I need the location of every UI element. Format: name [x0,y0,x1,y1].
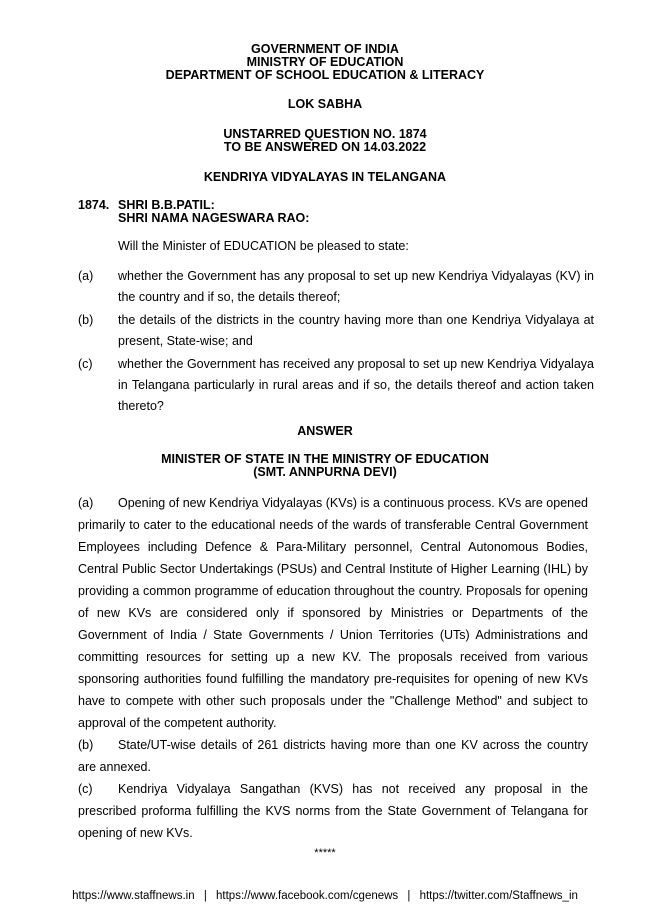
question-item-c [78,354,594,417]
footer-link-website[interactable]: https://www.staffnews.in [72,890,195,902]
department-header: DEPARTMENT OF SCHOOL EDUCATION & LITERACY [165,68,485,82]
house-label: LOK SABHA [287,97,363,111]
question-item-text: the details of the districts in the country having more than one Kendriya Vidyalaya at present, State-wise; and [118,313,594,348]
member-name-2: SHRI NAMA NAGESWARA RAO: [118,211,310,225]
answer-date: TO BE ANSWERED ON 14.03.2022 [223,140,427,154]
answer-para-a [78,492,588,734]
question-intro: Will the Minister of EDUCATION be pleased to state: [118,239,409,253]
ministry-header: MINISTRY OF EDUCATION [246,55,404,69]
footer-link-facebook[interactable]: https://www.facebook.com/cgenews [216,890,399,902]
question-item-text: whether the Government has received any proposal to set up new Kendriya Vidyalaya in Telangana particularly in rural areas and if so, the details thereof and action taken thereto? [118,357,594,413]
answer-para-label: (a) [78,496,94,510]
subject-title: KENDRIYA VIDYALAYAS IN TELANGANA [203,170,447,184]
answer-heading: ANSWER [297,424,353,438]
footer-links [0,890,650,902]
question-number: UNSTARRED QUESTION NO. 1874 [223,127,427,141]
answer-para-text: Kendriya Vidyalaya Sangathan (KVS) has not received any proposal in the prescribed proforma fulfilling the KVS norms from the State Government of Telangana for opening of new KVs. [78,782,588,840]
question-ref-number: 1874. [78,198,110,212]
question-item-text: whether the Government has any proposal to set up new Kendriya Vidyalayas (KV) in the country and if so, the details thereof; [118,269,594,304]
question-item-label: (a) [78,269,94,283]
answer-para-text: Opening of new Kendriya Vidyalayas (KVs) is a continuous process. KVs are opened primarily to cater to the educational needs of the wards of transferable Central Government Employees including Defence & Para-Military personnel, Central Autonomous Bodies, Central Public Sector Undertakings (PSUs) and Central Institute of Higher Learning (IHL) by providing a common programme of education throughout the country. Proposals for opening of new KVs are considered only if sponsored by Ministries or Departments of the Government of India / State Governments / Union Territories (UTs) Administrations and committing resources for setting up a new KV. The proposals received from various sponsoring authorities found fulfilling the mandatory pre-requisites for opening of new KVs have to compete with other such proposals under the "Challenge Method" and subject to approval of the competent authority. [78,496,588,730]
answer-para-c [78,778,588,844]
question-item-label: (c) [78,357,93,371]
answer-para-label: (c) [78,782,93,796]
answer-para-text: State/UT-wise details of 261 districts having more than one KV across the country are annexed. [78,738,588,774]
minister-name: (SMT. ANNPURNA DEVI) [253,465,397,479]
end-mark: ***** [314,847,336,859]
question-item-label: (b) [78,313,94,327]
minister-title: MINISTER OF STATE IN THE MINISTRY OF EDUCATION [161,452,489,466]
footer-separator: | [407,890,411,902]
question-item-a [78,266,594,308]
member-name-1: SHRI B.B.PATIL: [118,198,215,212]
question-item-b [78,310,594,352]
footer-separator: | [203,890,207,902]
answer-para-b [78,734,588,778]
footer-link-twitter[interactable]: https://twitter.com/Staffnews_in [419,890,578,902]
answer-para-label: (b) [78,738,94,752]
govt-header: GOVERNMENT OF INDIA [251,42,399,56]
